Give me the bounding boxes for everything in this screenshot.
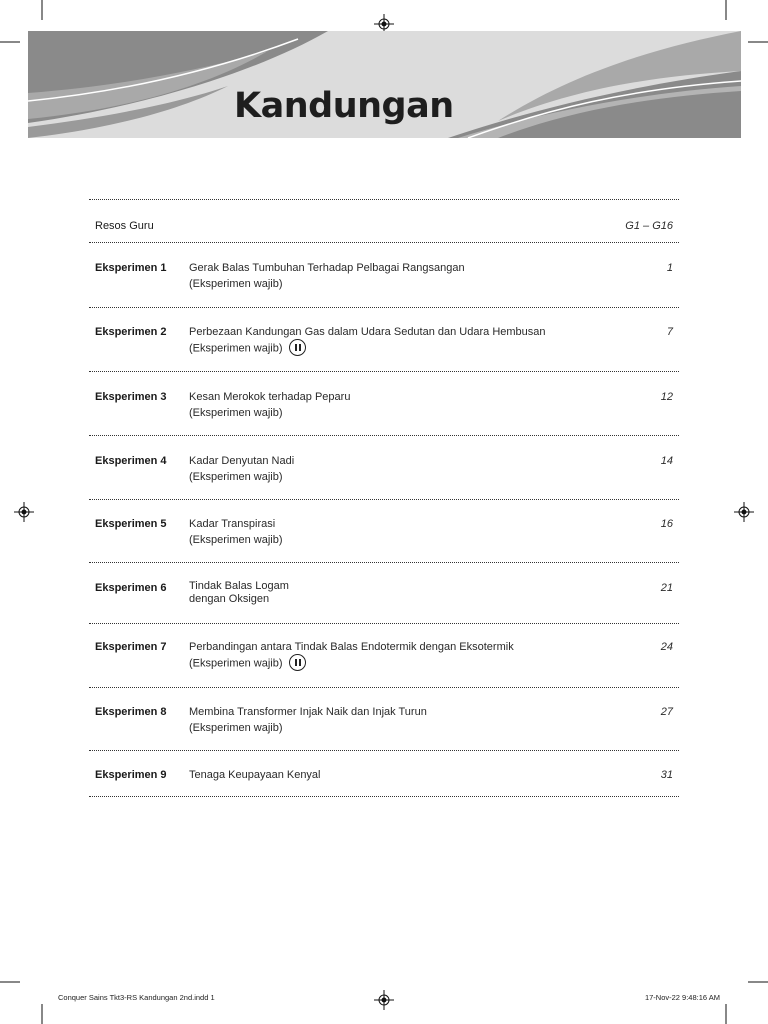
- toc-subtitle: dengan Oksigen: [189, 593, 270, 605]
- toc-subtitle: (Eksperimen wajib): [189, 278, 283, 290]
- toc-page: 27: [660, 706, 673, 718]
- footer-file-name: Conquer Sains Tkt3-RS Kandungan 2nd.indd 1: [58, 993, 215, 1002]
- toc-title: Tenaga Keupayaan Kenyal: [189, 769, 321, 781]
- toc-page: 1: [666, 262, 673, 274]
- toc-subtitle: (Eksperimen wajib): [189, 342, 283, 355]
- toc-subtitle: (Eksperimen wajib): [189, 722, 283, 734]
- toc-subtitle: (Eksperimen wajib): [189, 407, 283, 419]
- toc-row[interactable]: [89, 436, 679, 499]
- registration-mark-left: [14, 502, 34, 522]
- toc-label: Eksperimen 7: [95, 641, 167, 653]
- toc-label: Eksperimen 5: [95, 518, 167, 530]
- toc-title: Kadar Transpirasi: [189, 518, 276, 530]
- toc-subtitle: (Eksperimen wajib): [189, 657, 283, 670]
- toc-label: Eksperimen 3: [95, 391, 167, 403]
- table-of-contents: [89, 199, 679, 797]
- toc-title: Perbezaan Kandungan Gas dalam Udara Sedutan dan Udara Hembusan: [189, 326, 546, 338]
- toc-subtitle: (Eksperimen wajib): [189, 471, 283, 483]
- toc-title: Gerak Balas Tumbuhan Terhadap Pelbagai Rangsangan: [189, 262, 465, 274]
- toc-page: 21: [660, 582, 673, 594]
- crop-mark-bottom-right: [718, 974, 768, 1024]
- page-title: Kandungan: [234, 86, 454, 126]
- toc-page: 31: [660, 769, 673, 781]
- toc-label: Resos Guru: [95, 220, 154, 232]
- toc-row[interactable]: [89, 751, 679, 796]
- pause-circle-icon[interactable]: [289, 654, 306, 671]
- toc-row[interactable]: [89, 372, 679, 435]
- toc-label: Eksperimen 8: [95, 706, 167, 718]
- toc-row[interactable]: [89, 243, 679, 307]
- toc-title: Tindak Balas Logam: [189, 580, 289, 592]
- toc-label: Eksperimen 9: [95, 769, 167, 781]
- divider: [89, 796, 679, 797]
- toc-title: Kadar Denyutan Nadi: [189, 455, 295, 467]
- toc-label: Eksperimen 4: [95, 455, 167, 467]
- toc-page: 16: [660, 518, 673, 530]
- toc-label: Eksperimen 2: [95, 326, 167, 338]
- footer-timestamp: 17-Nov-22 9:48:16 AM: [644, 993, 720, 1002]
- toc-row[interactable]: [89, 688, 679, 750]
- toc-title: Membina Transformer Injak Naik dan Injak Turun: [189, 706, 427, 718]
- crop-mark-bottom-left: [0, 974, 50, 1024]
- registration-mark-bottom: [374, 990, 394, 1010]
- toc-page: 14: [660, 455, 673, 467]
- toc-label: Eksperimen 6: [95, 582, 167, 594]
- toc-label: Eksperimen 1: [95, 262, 167, 274]
- toc-title: Perbandingan antara Tindak Balas Endotermik dengan Eksotermik: [189, 641, 514, 653]
- toc-title: Kesan Merokok terhadap Peparu: [189, 391, 351, 403]
- toc-page: 12: [660, 391, 673, 403]
- toc-page: G1 – G16: [625, 220, 673, 232]
- pause-circle-icon[interactable]: [289, 339, 306, 356]
- toc-row[interactable]: [89, 563, 679, 623]
- toc-subtitle: (Eksperimen wajib): [189, 534, 283, 546]
- toc-row[interactable]: [89, 308, 679, 371]
- toc-page: 7: [666, 326, 673, 338]
- toc-row[interactable]: [89, 500, 679, 562]
- toc-row-resos-guru[interactable]: [89, 200, 679, 242]
- registration-mark-right: [734, 502, 754, 522]
- toc-row[interactable]: [89, 624, 679, 687]
- toc-page: 24: [660, 641, 673, 653]
